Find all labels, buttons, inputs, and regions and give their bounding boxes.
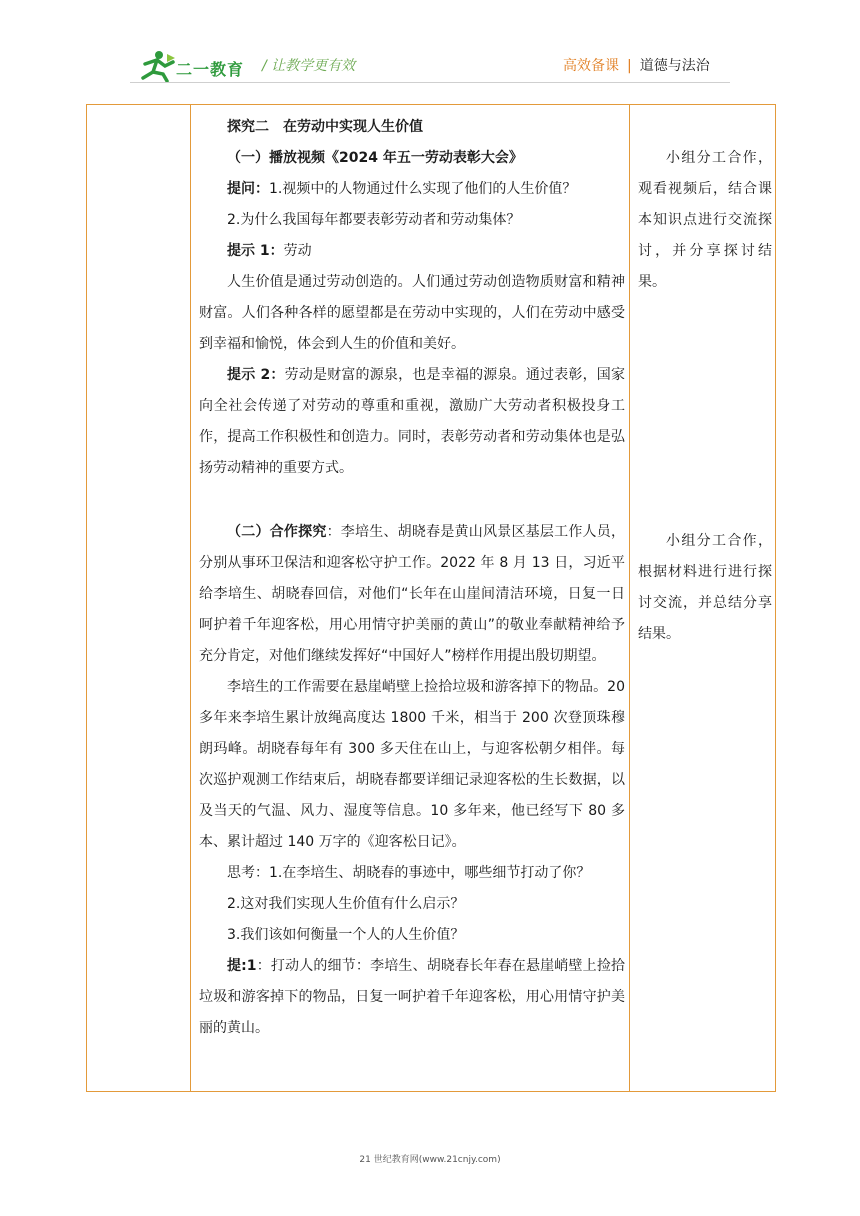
li-peisheng-paragraph: 李培生的工作需要在悬崖峭壁上捡拾垃圾和游客掉下的物品。20 多年来李培生累计放绳高度达 1800 千米，相当于 200 次登顶珠穆朗玛峰。胡晓春每年有 300 多天住在山上，与迎客松朝夕相伴。每次巡护观测工作结束后，胡晓春都要详细记录迎客松的生长数据，以及当天的气温、风力、湿度等信息。10 多年来，他已经写下 80 多本、累计超过 140 万字的《迎客松日记》。 — [199, 679, 625, 850]
subject-label: 道德与法治 — [639, 58, 710, 74]
think-question-2: 2.这对我们实现人生价值有什么启示？ — [227, 896, 465, 912]
hint-1 — [199, 236, 625, 267]
think-question-1: 思考：1.在李培生、胡晓春的事迹中，哪些细节打动了你？ — [227, 865, 591, 881]
tip-1-text: ：打动人的细节：李培生、胡晓春长年春在悬崖峭壁上捡拾垃圾和游客掉下的物品，日复一呵护着千年迎客松，用心用情守护美丽的黄山。 — [199, 958, 625, 1036]
part2-text: ：李培生、胡晓春是黄山风景区基层工作人员，分别从事环卫保洁和迎客松守护工作。2022 年 8 月 13 日，习近平给李培生、胡晓春回信，对他们“长年在山崖间清洁环境，日复一日呵护着千年迎客松，用心用情守护美丽的黄山”的敬业奉献精神给予充分肯定，对他们继续发挥好“中国好人”榜样作用提出殷切期望。 — [199, 524, 626, 664]
activity-2-text: 小组分工合作，根据材料进行进行探讨交流，并总结分享结果。 — [638, 533, 772, 642]
section-title: 探究二 在劳动中实现人生价值 — [227, 119, 423, 135]
part1-heading: （一）播放视频《2024 年五一劳动表彰大会》 — [227, 150, 523, 166]
hint-1-text: 劳动 — [283, 243, 312, 259]
activity-1-text: 小组分工合作，观看视频后，结合课本知识点进行交流探讨，并分享探讨结果。 — [638, 150, 772, 290]
question-1-text: 1.视频中的人物通过什么实现了他们的人生价值？ — [269, 181, 577, 197]
part2-heading: （二）合作探究 — [227, 524, 327, 540]
header-separator: | — [627, 58, 632, 74]
hint-1-body: 人生价值是通过劳动创造的。人们通过劳动创造物质财富和精神财富。人们各种各样的愿望都是在劳动中实现的，人们在劳动中感受到幸福和愉悦，体会到人生的价值和美好。 — [199, 274, 625, 352]
teaching-content-cell — [199, 112, 625, 1044]
question-label: 提问： — [227, 181, 269, 197]
header-divider — [130, 82, 730, 83]
question-1 — [199, 174, 625, 205]
brand-name: 二一教育 — [176, 60, 245, 79]
brand-slogan: / 让教学更有效 — [262, 58, 356, 74]
hint-2-label: 提示 2： — [227, 367, 285, 383]
hint-2 — [199, 360, 625, 484]
header-course-info — [563, 55, 710, 75]
hint-1-label: 提示 1： — [227, 243, 284, 259]
tip-1 — [199, 951, 625, 1044]
think-question-3: 3.我们该如何衡量一个人的人生价值？ — [227, 927, 465, 943]
page-footer: 21 世纪教育网(www.21cnjy.com) — [359, 1155, 501, 1165]
hint-2-text: 劳动是财富的源泉，也是幸福的源泉。通过表彰，国家向全社会传递了对劳动的尊重和重视，激励广大劳动者积极投身工作，提高工作积极性和创造力。同时，表彰劳动者和劳动集体也是弘扬劳动精神的重要方式。 — [199, 367, 625, 476]
part2-paragraph — [199, 517, 625, 672]
tip-1-label: 提:1 — [227, 958, 257, 974]
table-column-divider — [629, 104, 630, 1092]
page-header — [0, 0, 860, 90]
question-2: 2.为什么我国每年都要表彰劳动者和劳动集体？ — [227, 212, 521, 228]
course-type-label: 高效备课 — [563, 58, 619, 74]
student-activity-cell-1 — [638, 143, 772, 298]
student-activity-cell-2 — [638, 526, 772, 650]
table-column-divider — [190, 104, 191, 1092]
